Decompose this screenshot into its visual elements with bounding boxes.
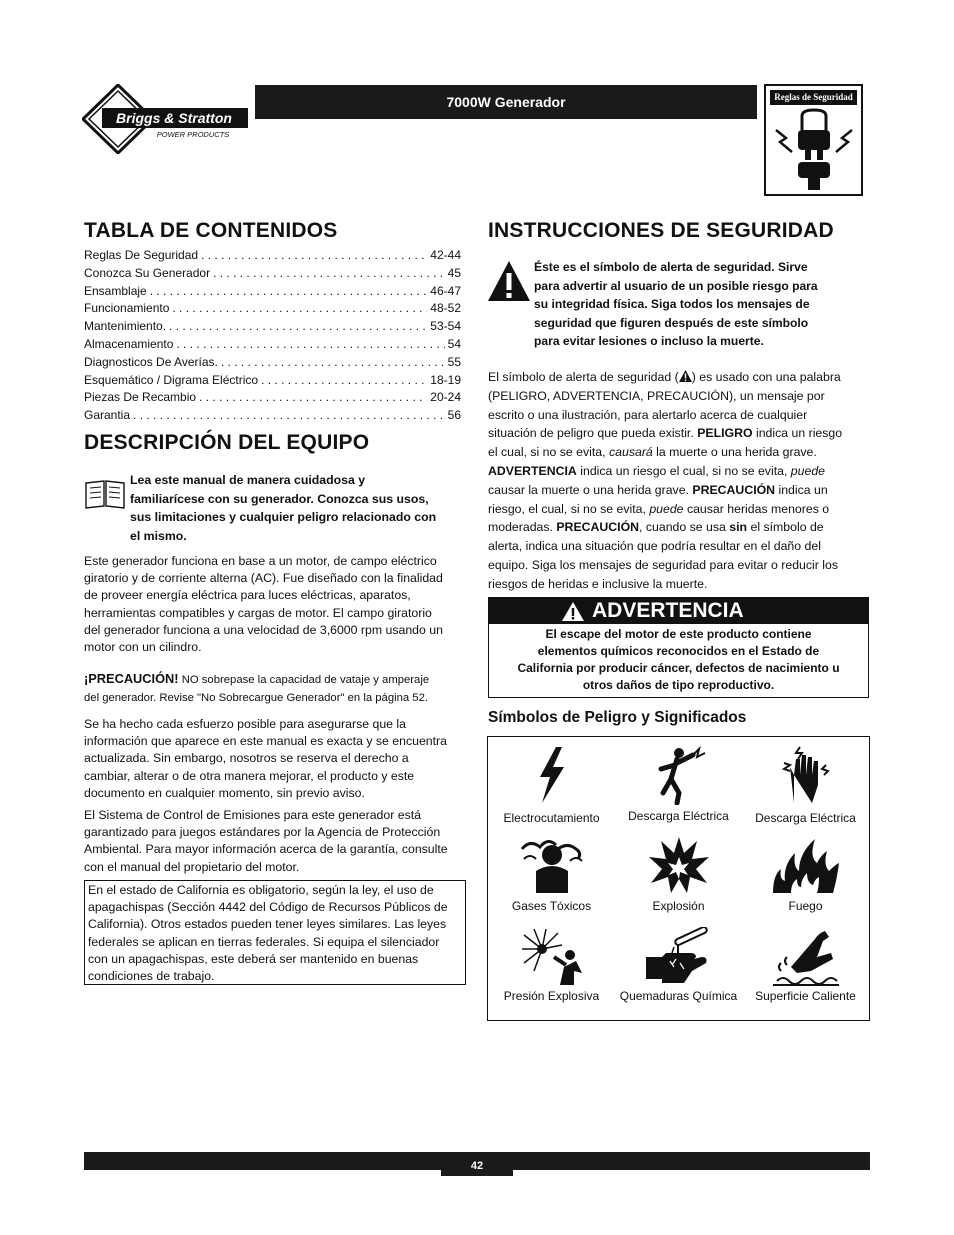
hazard-symbol [742, 745, 869, 825]
brand-name: Briggs & Stratton [116, 110, 232, 126]
safety-rules-badge [764, 84, 863, 196]
text-span: moderadas. [488, 520, 553, 535]
hazard-label: Electrocutamiento [503, 811, 600, 825]
hazard-symbol [742, 835, 869, 913]
notice-line: sus limitaciones y cualquier peligro relacionado con [130, 510, 437, 525]
text-span: indica un riesgo el cual, si no se evita, [580, 463, 788, 478]
header-title: 7000W Generador [255, 85, 757, 119]
hazard-label: Descarga Eléctrica [628, 809, 729, 823]
toc-label: Ensamblaje [84, 283, 147, 298]
toc-label: Diagnosticos De Averías. [84, 354, 218, 369]
fire-icon [771, 835, 841, 895]
toc-item[interactable] [84, 284, 461, 302]
text-line: California por producir cáncer, defectos de nacimiento u [517, 661, 840, 675]
text-span: el símbolo de [750, 520, 824, 535]
hazard-label: Quemaduras Química [619, 989, 738, 1003]
hazard-symbol [615, 745, 742, 823]
inline-alert-icon [679, 370, 692, 382]
text-line: condiciones de trabajo. [88, 969, 215, 984]
toc-item[interactable] [84, 319, 461, 337]
toc-label: Piezas De Recambio [84, 390, 197, 405]
hand-shock-icon [776, 745, 836, 805]
advertencia-word: ADVERTENCIA [488, 463, 577, 478]
precaucion-word: PRECAUCIÓN [556, 520, 640, 535]
toc-item[interactable] [84, 248, 461, 266]
toc-page: 55 [447, 354, 461, 369]
text-line: federales se aplican en tierras federales. Si equipa el silenciador [88, 934, 440, 949]
hazard-symbol [488, 927, 615, 1003]
text-span: puede [649, 501, 684, 516]
peligro-word: PELIGRO [697, 426, 753, 441]
toc-page: 42-44 [430, 248, 461, 262]
warning-alert-icon [561, 601, 585, 622]
toc-label: Garantia [84, 408, 131, 423]
toc-page: 18-19 [430, 372, 461, 387]
disclaimer-paragraph [84, 716, 466, 802]
text-line: su integridad física. Siga todos los mensajes de [534, 297, 810, 312]
text-span: causar la muerte o una herida grave. [488, 482, 689, 497]
safety-heading: INSTRUCCIONES DE SEGURIDAD [488, 219, 834, 242]
explosive-pressure-icon [520, 927, 584, 987]
caution-note [84, 670, 466, 707]
toc-item[interactable] [84, 301, 461, 319]
toc-label: Esquemático / Digrama Eléctrico [84, 372, 259, 387]
text-line: El escape del motor de este producto contiene [545, 627, 812, 641]
text-line: herramientas compatibles y cargas de motor. El campo giratorio [84, 605, 432, 620]
toc-label: Mantenimiento. [84, 319, 167, 334]
notice-line: Lea este manual de manera cuidadosa y [130, 473, 366, 487]
hazard-symbol [742, 927, 869, 1003]
generator-description [84, 553, 466, 656]
notice-line: el mismo. [130, 528, 187, 543]
manual-notice [130, 471, 470, 545]
toc-item[interactable] [84, 373, 461, 391]
book-icon [84, 479, 126, 509]
toc-page: 45 [447, 265, 461, 280]
caution-text: del generador. Revise "No Sobrecargue Generador" en la página 52. [84, 692, 429, 704]
toc-label: Conozca Su Generador [84, 265, 211, 280]
text-line: documento en cualquier momento, sin previo aviso. [84, 785, 365, 800]
symbols-heading: Símbolos de Peligro y Significados [488, 709, 747, 726]
precaucion-word: PRECAUCIÓN [692, 482, 776, 497]
toc-label: Almacenamiento [84, 336, 174, 351]
text-span: El símbolo de alerta de seguridad ( [488, 370, 679, 384]
toc-item[interactable] [84, 408, 461, 426]
hazard-label: Descarga Eléctrica [755, 811, 856, 825]
toc-page: 48-52 [430, 301, 461, 316]
text-line: En el estado de California es obligatorio, según la ley, el uso de [88, 883, 434, 897]
hazard-symbol [615, 835, 742, 913]
text-line: equipo. Siga los mensajes de seguridad para evitar o reducir los [488, 557, 838, 572]
toc-label: Funcionamiento [84, 301, 170, 316]
text-line: con el manual del propietario del motor. [84, 859, 300, 874]
brand-sub: POWER PRODUCTS [156, 130, 230, 139]
text-span: causar heridas menores o [686, 501, 830, 516]
safety-alert-icon [487, 260, 531, 302]
text-line: cambiar, alterar o de otra manera mejorar, el producto y este [84, 768, 415, 783]
hazard-label: Presión Explosiva [503, 989, 600, 1003]
toc-label: Reglas De Seguridad [84, 248, 199, 262]
text-line: con un apagachispas, este deberá ser mantenido en buenas [88, 951, 419, 966]
notice-line: familiarícese con su generador. Conozca sus usos, [130, 491, 429, 506]
toc-page: 46-47 [430, 283, 461, 298]
hazard-label: Gases Tóxicos [511, 899, 592, 913]
text-line: escrito o una ilustración, para alertarlo acerca de cualquier [488, 407, 808, 422]
text-line: de proveer energía eléctrica para luces eléctricas, aparatos, [84, 588, 411, 603]
alert-explanation [534, 258, 869, 351]
text-line: Ambiental. Para mayor información acerca de la garantía, consulte [84, 842, 448, 857]
text-line: para evitar lesiones o incluso la muerte. [534, 334, 764, 349]
hazard-symbol [488, 835, 615, 913]
toc-heading: TABLA DE CONTENIDOS [84, 219, 338, 242]
brand-diamond-icon [82, 84, 254, 154]
text-span: indica un riesgo [755, 426, 843, 441]
text-line: elementos químicos reconocidos en el Estado de [537, 644, 820, 658]
hot-surface-icon [771, 927, 841, 987]
text-line: Este generador funciona en base a un motor, de campo eléctrico [84, 554, 437, 568]
text-span: , cuando se usa [639, 520, 726, 535]
text-line: del generador funciona a una velocidad de 3,6000 rpm usando un [84, 622, 443, 637]
emissions-paragraph [84, 807, 466, 876]
description-heading: DESCRIPCIÓN DEL EQUIPO [84, 431, 370, 454]
toc-item[interactable] [84, 355, 461, 373]
text-line: garantizado para juegos estándares por la Agencia de Protección [84, 825, 441, 840]
hazard-symbol [615, 927, 742, 1003]
lightning-bolt-icon [522, 745, 582, 805]
text-line: giratorio y de corriente alterna (AC). Fue diseñado con la finalidad [84, 571, 443, 586]
text-line: otros daños de tipo reproductivo. [582, 678, 775, 692]
text-span: indica un [778, 482, 828, 497]
text-line: Se ha hecho cada esfuerzo posible para asegurarse que la [84, 717, 406, 731]
toc-page: 53-54 [430, 319, 461, 334]
text-line: motor con un cilindro. [84, 640, 202, 655]
text-span: la muerte o una herida grave. [656, 445, 817, 460]
plug-shock-icon [772, 108, 856, 192]
warning-title: ADVERTENCIA [592, 599, 744, 622]
text-line: California). Otros estados pueden tener leyes similares. Las leyes [88, 917, 447, 932]
text-line: para advertir al usuario de un posible riesgo para [534, 278, 818, 293]
text-line: actualizada. Sin embargo, nosotros se reserva el derecho a [84, 751, 409, 766]
briggs-stratton-logo [82, 84, 254, 154]
toc-page: 20-24 [430, 390, 461, 405]
text-line: seguridad que figuren después de este símbolo [534, 315, 809, 330]
spark-arrester-note [84, 880, 466, 985]
text-span: ) es usado con una palabra [691, 370, 841, 384]
signal-words-paragraph [488, 368, 870, 594]
warning-box [488, 597, 869, 698]
text-line: El Sistema de Control de Emisiones para este generador está [84, 808, 421, 822]
hazard-symbols-grid [487, 736, 870, 1021]
hazard-label: Fuego [788, 899, 823, 913]
text-line: Éste es el símbolo de alerta de seguridad. Sirve [534, 260, 808, 274]
toc-item[interactable] [84, 337, 461, 355]
text-line: alerta, indica una situación que podría resultar en el daño del [488, 539, 821, 554]
caution-text: NO sobrepase la capacidad de vataje y amperaje [181, 674, 430, 686]
chemical-burn-icon [644, 927, 714, 987]
warning-header [489, 598, 868, 624]
text-line: información que aparece en este manual es exacta y se encuentra [84, 734, 447, 749]
hazard-symbol [488, 745, 615, 825]
falling-person-shock-icon [649, 745, 709, 805]
text-line: apagachispas (Sección 4442 del Código de Recursos Públicos de [88, 900, 448, 915]
caution-label: ¡PRECAUCIÓN! [84, 671, 179, 686]
hazard-label: Explosión [652, 899, 705, 913]
text-span: puede [790, 463, 825, 478]
explosion-icon [647, 835, 711, 895]
text-line: riesgos de heridas e inclusive la muerte. [488, 576, 708, 591]
text-span: causará [609, 445, 653, 460]
toc-page: 56 [447, 408, 461, 423]
hazard-label: Superficie Caliente [755, 989, 856, 1003]
toc-item[interactable] [84, 390, 461, 408]
toc-item[interactable] [84, 266, 461, 284]
page-number: 42 [441, 1152, 513, 1176]
text-span: riesgo, el cual, si no se evita, [488, 501, 646, 516]
text-line: (PELIGRO, ADVERTENCIA, PRECAUCIÓN), un mensaje por [488, 388, 825, 403]
rules-badge-label: Reglas de Seguridad [770, 90, 857, 105]
toxic-fumes-icon [520, 835, 584, 895]
text-span: sin [729, 520, 748, 535]
text-span: el cual, si no se evita, [488, 445, 606, 460]
toc-page: 54 [447, 336, 461, 351]
warning-text [489, 626, 868, 694]
toc-list [84, 248, 461, 426]
text-span: situación de peligro que pueda existir. [488, 426, 694, 441]
